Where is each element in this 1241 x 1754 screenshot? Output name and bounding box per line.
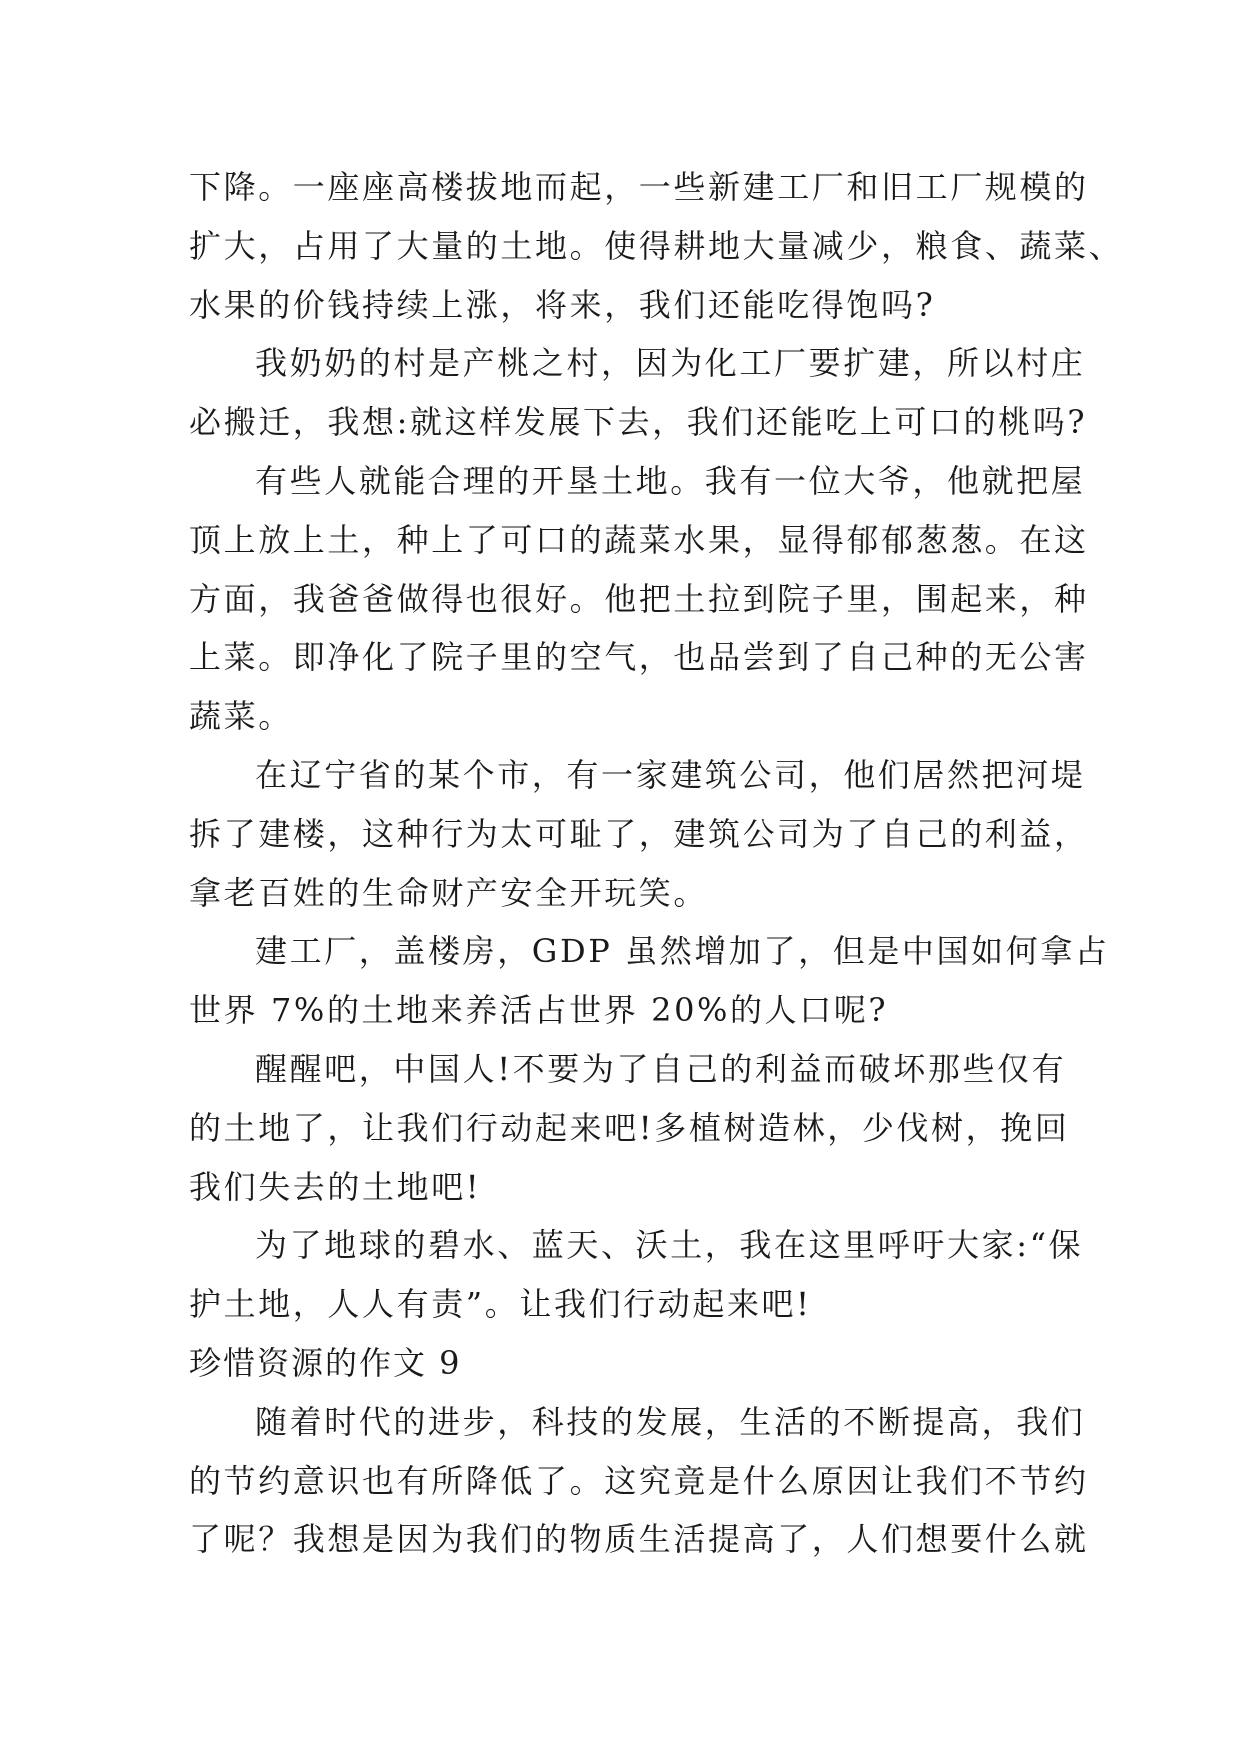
text-line: 必搬迁，我想:就这样发展下去，我们还能吃上可口的桃吗? [189, 403, 1088, 442]
text-line: 了呢？我想是因为我们的物质生活提高了，人们想要什么就 [189, 1520, 1089, 1559]
text-line: 为了地球的碧水、蓝天、沃土，我在这里呼吁大家:“保 [255, 1226, 1084, 1265]
text-line: 上菜。即净化了院子里的空气，也品尝到了自己种的无公害 [189, 638, 1089, 677]
text-line: 的土地了，让我们行动起来吧!多植树造林，少伐树，挽回 [189, 1108, 1070, 1147]
text-line: 的节约意识也有所降低了。这究竟是什么原因让我们不节约 [189, 1461, 1089, 1500]
text-line: 世界 7%的土地来养活占世界 20%的人口呢? [189, 991, 889, 1030]
text-line: 有些人就能合理的开垦土地。我有一位大爷，他就把屋 [255, 461, 1086, 500]
paragraph [189, 746, 1089, 922]
text-line: 水果的价钱持续上涨，将来，我们还能吃得饱吗? [189, 285, 936, 324]
text-line: 我奶奶的村是产桃之村，因为化工厂要扩建，所以村庄 [255, 344, 1086, 383]
text-line: 下降。一座座高楼拔地而起，一些新建工厂和旧工厂规模的 [189, 168, 1089, 206]
text-line: 拿老百姓的生命财产安全开玩笑。 [189, 873, 709, 912]
text-line: 护土地，人人有责”。让我们行动起来吧! [189, 1285, 812, 1324]
paragraph [189, 334, 1088, 452]
paragraph [189, 1040, 1070, 1216]
text-line: 醒醒吧，中国人!不要为了自己的利益而破坏那些仅有 [255, 1049, 1067, 1088]
text-line: 建工厂，盖楼房，GDP 虽然增加了，但是中国如何拿占 [255, 932, 1110, 971]
text-line: 拆了建楼，这种行为太可耻了，建筑公司为了自己的利益， [189, 814, 1089, 853]
paragraph [189, 452, 1089, 746]
paragraph [189, 922, 1110, 1040]
text-line: 随着时代的进步，科技的发展，生活的不断提高，我们 [255, 1402, 1086, 1441]
text-line: 蔬菜。 [189, 697, 293, 736]
text-line: 顶上放上土，种上了可口的蔬菜水果，显得郁郁葱葱。在这 [189, 520, 1089, 559]
paragraph [189, 1393, 1089, 1569]
text-line: 我们失去的土地吧! [189, 1167, 482, 1206]
document-body [189, 158, 1124, 1569]
paragraph [189, 1216, 1084, 1334]
text-line: 扩大，占用了大量的土地。使得耕地大量减少，粮食、蔬菜、 [189, 226, 1124, 265]
paragraph [189, 158, 1124, 334]
text-line: 在辽宁省的某个市，有一家建筑公司，他们居然把河堤 [255, 755, 1086, 794]
text-line: 方面，我爸爸做得也很好。他把土拉到院子里，围起来，种 [189, 579, 1089, 618]
section-heading: 珍惜资源的作文 9 [189, 1343, 462, 1382]
